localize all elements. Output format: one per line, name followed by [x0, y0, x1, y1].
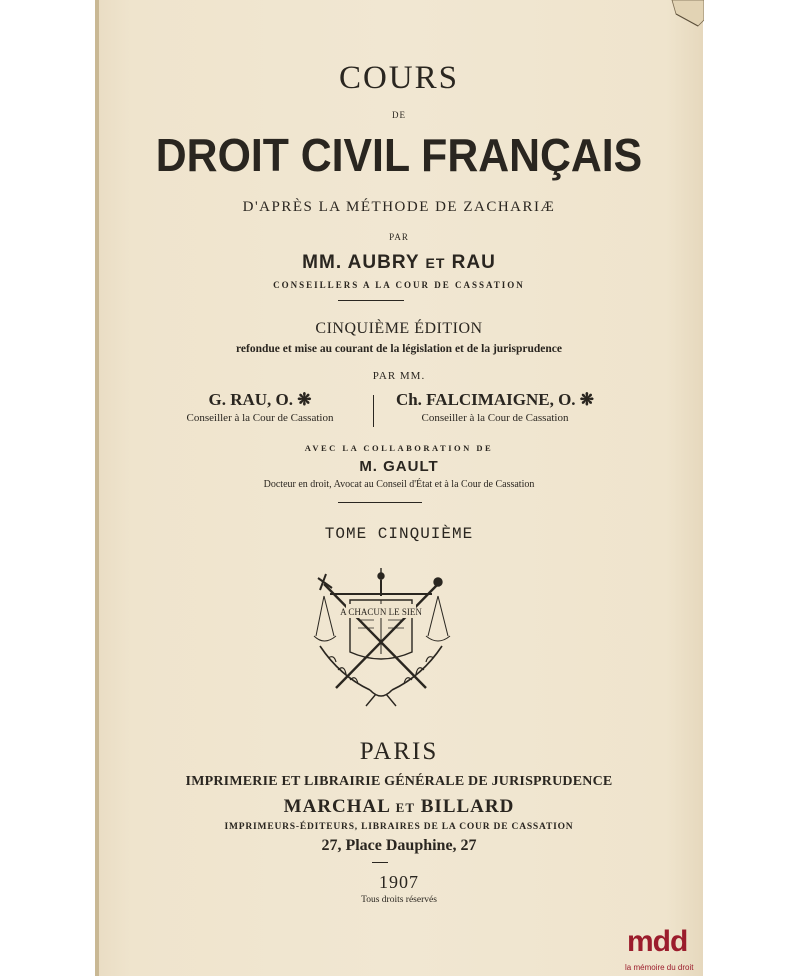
- page-corner-fold: [668, 0, 704, 36]
- editor-left-role: Conseiller à la Cour de Cassation: [186, 412, 334, 424]
- emblem-motto: A CHACUN LE SIEN: [340, 607, 422, 617]
- divider-rule-3: [372, 862, 388, 863]
- editor-right-role: Conseiller à la Cour de Cassation: [421, 412, 569, 424]
- logo-mark: mdd: [627, 925, 688, 958]
- editors-divider: [373, 395, 374, 427]
- collaboration-label: AVEC LA COLLABORATION DE: [304, 443, 494, 453]
- publisher-line: IMPRIMERIE ET LIBRAIRIE GÉNÉRALE DE JURISPRUDENCE: [185, 774, 613, 789]
- divider-rule-2: [338, 502, 422, 503]
- label-par: PAR: [389, 232, 409, 242]
- logo-tagline: la mémoire du droit: [625, 963, 694, 972]
- editor-right-name: Ch. FALCIMAIGNE, O. ❋: [395, 390, 595, 409]
- rights-notice: Tous droits réservés: [361, 895, 437, 905]
- city: PARIS: [359, 738, 439, 765]
- title-cours: COURS: [338, 60, 460, 96]
- publisher-address: 27, Place Dauphine, 27: [321, 837, 477, 854]
- authors-role: CONSEILLERS A LA COUR DE CASSATION: [273, 280, 525, 290]
- authors-mm-aubry: MM. AUBRY: [302, 252, 420, 273]
- collaborator-name: M. GAULT: [359, 458, 439, 475]
- authors-et: ET: [425, 255, 446, 271]
- subtitle-methode: D'APRÈS LA MÉTHODE DE ZACHARIÆ: [242, 199, 556, 215]
- authors: [95, 252, 703, 274]
- volume-label: TOME CINQUIÈME: [324, 525, 474, 543]
- divider-rule: [338, 300, 404, 301]
- editor-left-name: G. RAU, O. ❋: [208, 390, 312, 409]
- collaborator-role: Docteur en droit, Avocat au Conseil d'État et à la Cour de Cassation: [263, 479, 535, 490]
- publication-year: 1907: [379, 872, 419, 892]
- publisher-et: ET: [395, 800, 415, 815]
- publisher-billard: BILLARD: [420, 796, 515, 817]
- edition-label: CINQUIÈME ÉDITION: [315, 320, 483, 337]
- authors-rau: RAU: [451, 252, 496, 273]
- scales-of-justice-emblem: [310, 566, 452, 708]
- publisher-marchal: MARCHAL: [283, 796, 390, 817]
- title-de: DE: [392, 110, 406, 120]
- main-title: DROIT CIVIL FRANÇAIS: [155, 129, 643, 181]
- publisher-role: IMPRIMEURS-ÉDITEURS, LIBRAIRES DE LA COUR DE CASSATION: [224, 822, 574, 832]
- publisher-name: [95, 796, 703, 818]
- label-par-mm: PAR MM.: [372, 370, 426, 382]
- mdd-watermark-logo: [625, 925, 705, 975]
- edition-description: refondue et mise au courant de la législation et de la jurisprudence: [236, 343, 562, 355]
